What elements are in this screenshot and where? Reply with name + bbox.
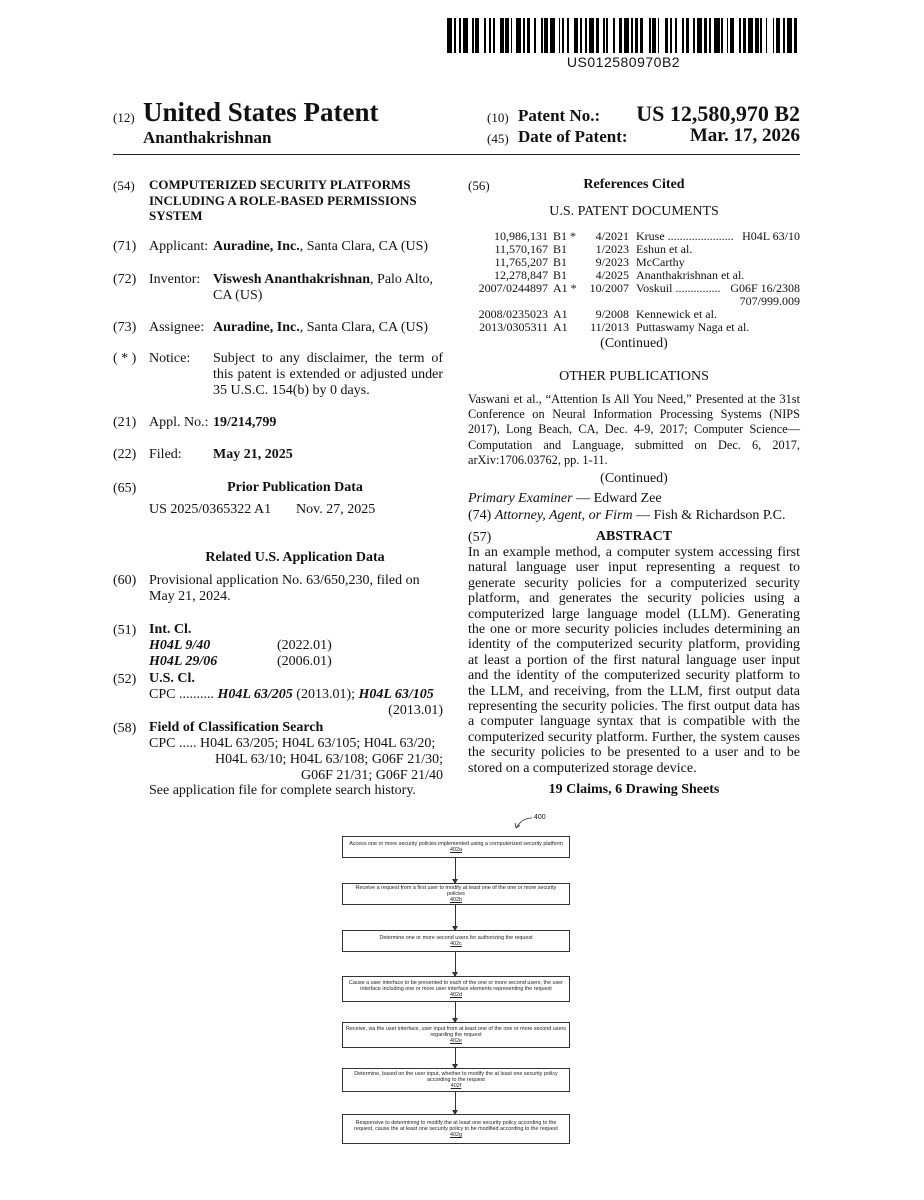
flowchart-step-ref: 402c [450,941,462,947]
patent-number: US 12,580,970 B2 [636,101,800,126]
ref-kind: B1 [553,242,568,256]
code-21: (21) [113,415,137,430]
code-51: (51) [113,623,137,638]
ref-number: 10,986,131 [494,229,548,243]
code-72: (72) [113,272,137,287]
inventor-label: Inventor: [149,272,201,287]
ref-date: 9/2023 [595,255,629,269]
code-22: (22) [113,447,137,462]
applicant-location: , Santa Clara, CA (US) [299,239,429,254]
barcode-gap [797,18,799,53]
flowchart-diagram [342,814,574,1148]
flowchart-step [342,930,570,952]
flowchart-step [342,1022,570,1048]
publications-continued: (Continued) [600,471,668,486]
related-application-heading: Related U.S. Application Data [205,550,385,565]
other-publications-text: Vaswani et al., “Attention Is All You Need,” Presented at the 31st Conference on Neural Information Processing Systems (NIPS 2017), Long Beach, CA, Dec. 4-9, 2017; Computer Science—Computation and Language, submitted on Dec. 6, 2017, arXiv:1706.03762, pp. 1-11. [468,392,800,467]
flowchart-step [342,883,570,905]
attorney-name: — Fish & Richardson P.C. [632,508,786,523]
reference-row [468,321,800,334]
ref-number: 12,278,847 [494,268,548,282]
inventor-name: Viswesh Ananthakrishnan [213,272,371,287]
flowchart-arrow [455,952,456,976]
int-cl-code-1: H04L 9/40 [149,638,211,653]
patent-no-label: Patent No.: [518,106,601,125]
assignee-location: , Santa Clara, CA (US) [299,320,429,335]
filed-value: May 21, 2025 [213,447,293,462]
abstract-heading: ABSTRACT [595,529,673,544]
ref-name: Puttaswamy Naga et al. [636,320,750,334]
ref-date: 11/2013 [590,320,629,334]
ref-name: McCarthy [636,255,685,269]
barcode-number: US012580970B2 [566,54,681,70]
assignee-label: Assignee: [149,320,205,335]
ref-class: G06F 16/2308 [730,281,800,295]
ref-kind: A1 [553,320,568,334]
prior-publication-number: US 2025/0365322 A1 [149,502,272,517]
cpc-label: CPC .......... [149,687,214,702]
notice-code: ( * ) [113,351,137,366]
patent-title-heading: United States Patent [143,97,379,127]
code-60: (60) [113,573,137,588]
ref-kind: B1 [553,268,568,282]
flowchart-step-text: Cause a user interface to be presented to each of the one or more second users, the user interface including one or more user interface elements representing the request [349,979,563,992]
flowchart-step-text: Responsive to determining to modify the at least one security policy according to the request, cause the at least one security policy to be modified according to the request [354,1119,558,1132]
invention-title: COMPUTERIZED SECURITY PLATFORMS INCLUDING A ROLE-BASED PERMISSIONS SYSTEM [149,177,417,223]
notice-text: Subject to any disclaimer, the term of this patent is extended or adjusted under 35 U.S.C. 154(b) by 0 days. [213,351,443,398]
examiner-name: — Edward Zee [572,491,662,506]
ref-date: 1/2023 [595,242,629,256]
date-of-patent-label: Date of Patent: [518,127,628,146]
ref-number: 2008/0235023 [478,307,548,321]
flowchart-step-text: Access one or more security policies implemented using a computerized security platform [349,840,563,847]
search-field-heading: Field of Classification Search [149,720,324,735]
search-line-2: H04L 63/10; H04L 63/108; G06F 21/30; [214,752,443,767]
cpc-second-year: (2013.01) [388,703,443,718]
ref-date: 9/2008 [595,307,629,321]
ref-number: 2007/0244897 [478,281,548,295]
flowchart-step-text: Determine, based on the user input, whether to modify the at least one security policy according to the request [354,1070,558,1083]
code-71: (71) [113,239,137,254]
flowchart-step-text: Receive, via the user interface, user input from at least one of the one or more second users regarding the request [346,1025,566,1038]
ref-date: 4/2021 [595,229,629,243]
ref-date: 10/2007 [589,281,629,295]
applicant-name: Auradine, Inc. [213,239,300,254]
references-continued: (Continued) [600,336,668,351]
ref-number: 2013/0305311 [479,320,548,334]
notice-label: Notice: [149,351,191,366]
ref-date: 4/2025 [595,268,629,282]
code-58: (58) [113,721,137,736]
ref-kind: B1 * [553,229,577,243]
header-divider [113,154,800,155]
ref-class: H04L 63/10 [742,229,800,243]
ref-extra-class: 707/999.009 [739,294,800,308]
ref-number: 11,570,167 [494,242,548,256]
search-line-3: G06F 21/31; G06F 21/40 [301,768,443,783]
references-cited-heading: References Cited [583,177,685,192]
code-74: (74) [468,508,492,523]
code-45: (45) [487,131,509,146]
flowchart-arrow [455,858,456,883]
primary-examiner [468,491,662,507]
flowchart-arrow [455,905,456,930]
int-cl-year-2: (2006.01) [277,654,332,669]
flowchart-step [342,976,570,1002]
appl-no-label: Appl. No.: [149,415,209,430]
code-10: (10) [487,110,509,125]
date-of-patent: Mar. 17, 2026 [689,125,800,146]
ref-name: Kruse ...................... [636,229,734,243]
ref-kind: A1 [553,307,568,321]
flowchart-arrow [455,1092,456,1114]
attorney-label: Attorney, Agent, or Firm [494,508,633,523]
code-73: (73) [113,320,137,335]
assignee-name: Auradine, Inc. [213,320,300,335]
flowchart-step [342,1068,570,1092]
inventor-location: , Palo Alto, CA (US) [213,272,434,303]
code-54: (54) [113,178,135,193]
search-line-1: CPC ..... H04L 63/205; H04L 63/105; H04L 63/20; [149,736,436,751]
flowchart-step-ref: 402d [450,992,462,999]
cpc-main-code: H04L 63/205 [217,687,293,702]
patent-barcode [447,18,800,53]
flowchart-step-text: Receive a request from a first user to modify at least one of the one or more security policies [355,884,557,897]
inventor-value [213,272,441,304]
flowchart-arrow [455,1002,456,1022]
int-cl-year-1: (2022.01) [277,638,332,653]
ref-kind: B1 [553,255,568,269]
prior-publication-heading: Prior Publication Data [227,480,363,495]
flowchart-step-ref: 402a [450,847,462,853]
ref-name: Voskuil ............... [636,281,721,295]
provisional-application-text: Provisional application No. 63/650,230, filed on May 21, 2024. [149,573,420,604]
code-12: (12) [113,110,135,125]
prior-publication-date: Nov. 27, 2025 [296,502,376,517]
us-patent-documents-heading: U.S. PATENT DOCUMENTS [549,204,719,219]
int-cl-code-2: H04L 29/06 [149,654,218,669]
claims-summary: 19 Claims, 6 Drawing Sheets [548,782,720,797]
flowchart-step [342,1114,570,1144]
appl-no-value: 19/214,799 [213,415,277,430]
code-56: (56) [468,178,490,193]
flowchart-step-ref: 402b [450,897,462,904]
ref-name: Kennewick et al. [636,307,717,321]
ref-number: 11,765,207 [494,255,548,269]
ref-kind: A1 * [553,281,577,295]
code-65: (65) [113,481,137,496]
ref-name: Eshun et al. [636,242,693,256]
assignee-value [213,320,443,336]
other-publications-heading: OTHER PUBLICATIONS [559,369,709,384]
applicant-value [213,239,443,255]
search-note: See application file for complete search history. [149,783,416,798]
cpc-second-code: H04L 63/105 [358,687,434,702]
examiner-label: Primary Examiner [468,491,573,506]
cpc-main-year: (2013.01); [292,687,359,702]
flowchart-step-ref: 402f [450,1083,462,1090]
us-cl-heading: U.S. Cl. [149,671,195,686]
flowchart-arrow [455,1048,456,1068]
ref-name: Ananthakrishnan et al. [636,268,745,282]
code-57: (57) [468,530,492,545]
flowchart-step [342,836,570,858]
inventor-surname: Ananthakrishnan [143,128,272,147]
flowchart-step-ref: 402e [450,1038,462,1045]
flowchart-step-text: Determine one or more second users for authorizing the request [379,934,533,941]
applicant-label: Applicant: [149,239,209,254]
abstract-text: In an example method, a computer system accessing first natural language user input representing a request to generate security policies for a computerized security platform, and generates the security policies using a computerized large language model (LLM). Generating the one or more security policies includes determining an identity of the computerized security platform, providing at least a portion of the first natural language user input and the identity of the computerized security platform to the LLM, and receiving, from the LLM, first output data representing the security policies. The first output data has a computer language syntax that is compatible with the computerized security platform. Further, the system causes the security policies to be presented to a user and to be stored on a computerized storage device. [468,545,800,776]
filed-label: Filed: [149,447,182,462]
attorney-line [468,508,785,524]
int-cl-heading: Int. Cl. [149,622,192,637]
cpc-line [149,687,443,703]
code-52: (52) [113,672,137,687]
diagram-reference-label: 400 [534,814,546,821]
flowchart-step-ref: 402g [450,1132,462,1139]
references-table [468,230,800,334]
